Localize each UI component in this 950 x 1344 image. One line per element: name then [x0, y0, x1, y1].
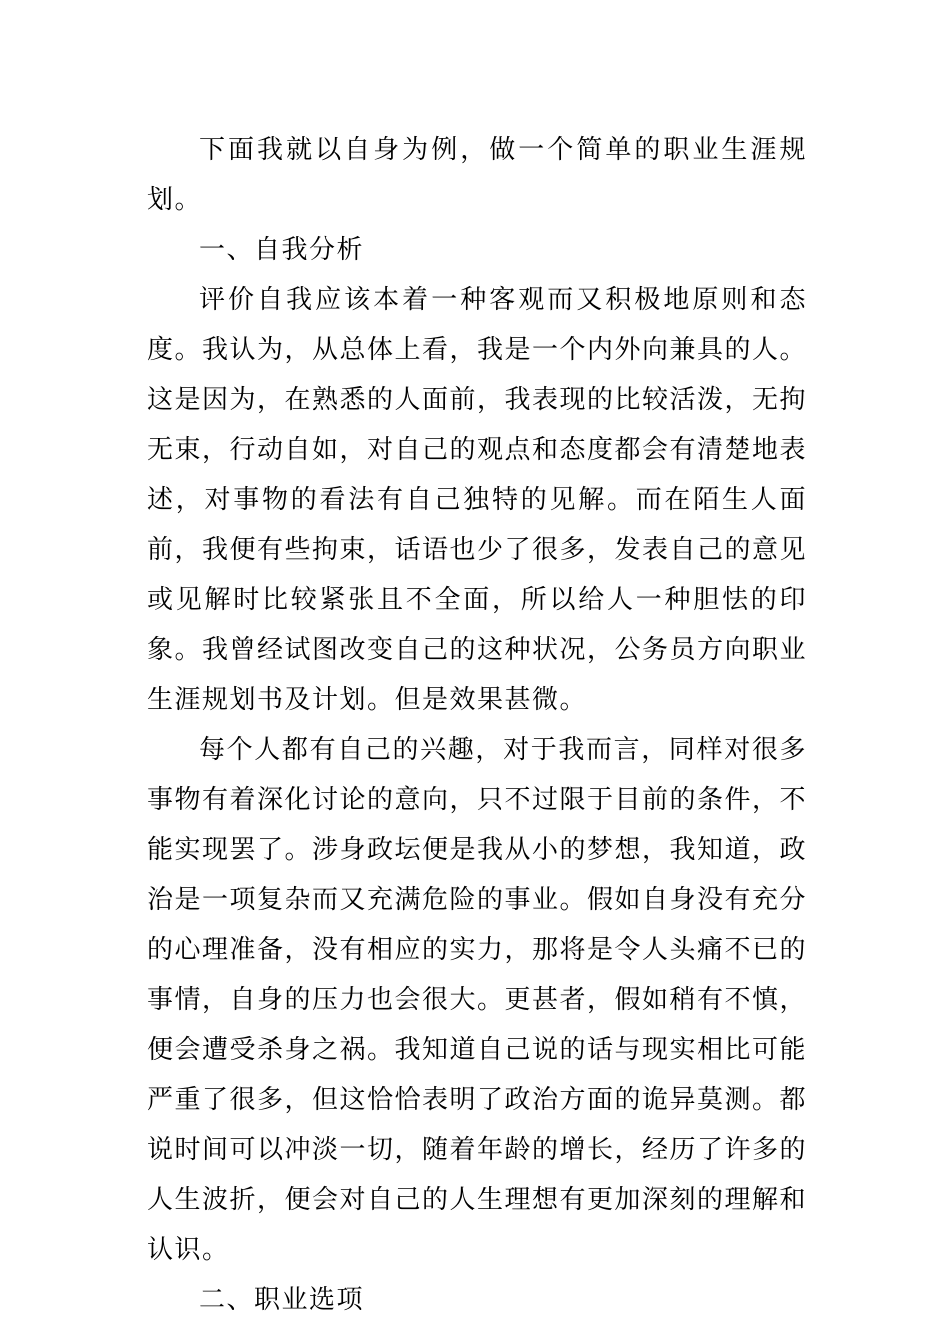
document-body [147, 125, 807, 1325]
section-heading-career-options: 二、职业选项 [199, 1285, 365, 1315]
self-analysis-paragraph-2: 每个人都有自己的兴趣，对于我而言，同样对很多事物有着深化讨论的意向，只不过限于目前的条件，不能实现罢了。涉身政坛便是我从小的梦想，我知道，政治是一项复杂而又充满危险的事业。假如自身没有充分的心理准备，没有相应的实力，那将是令人头痛不已的事情，自身的压力也会很大。更甚者，假如稍有不慎，便会遭受杀身之祸。我知道自己说的话与现实相比可能严重了很多，但这恰恰表明了政治方面的诡异莫测。都说时间可以冲淡一切，随着年龄的增长，经历了许多的人生波折，便会对自己的人生理想有更加深刻的理解和认识。 [147, 735, 808, 1265]
intro-paragraph: 下面我就以自身为例，做一个简单的职业生涯规划。 [147, 135, 807, 215]
self-analysis-paragraph-1: 评价自我应该本着一种客观而又积极地原则和态度。我认为，从总体上看，我是一个内外向兼具的人。这是因为，在熟悉的人面前，我表现的比较活泼，无拘无束，行动自如，对自己的观点和态度都会有清楚地表述，对事物的看法有自己独特的见解。而在陌生人面前，我便有些拘束，话语也少了很多，发表自己的意见或见解时比较紧张且不全面，所以给人一种胆怯的印象。我曾经试图改变自己的这种状况，公务员方向职业生涯规划书及计划。但是效果甚微。 [147, 285, 808, 715]
section-heading-self-analysis: 一、自我分析 [199, 235, 365, 265]
